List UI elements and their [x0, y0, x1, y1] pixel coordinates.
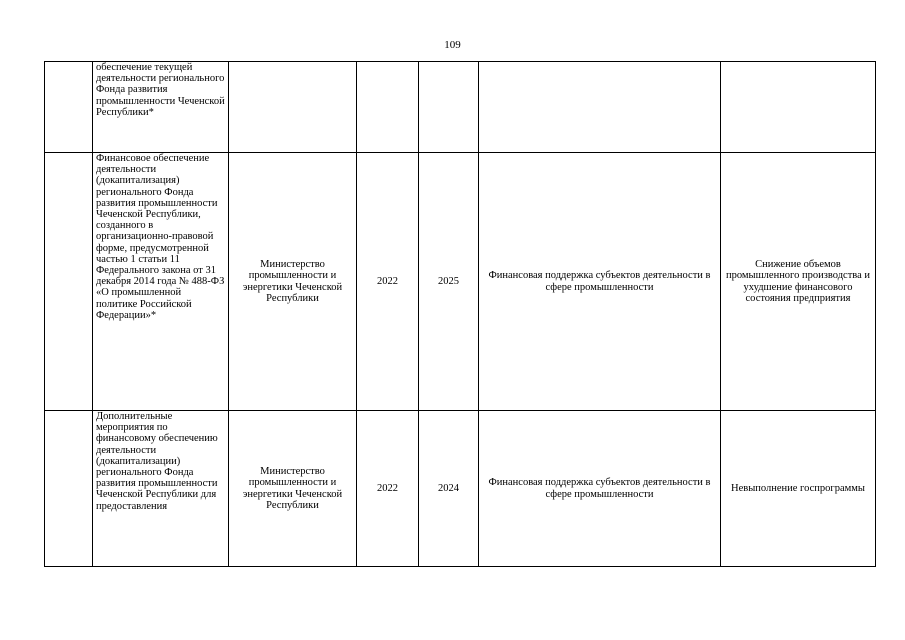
table-row	[45, 62, 876, 153]
risk-cell	[721, 62, 876, 153]
start-year: 2022	[377, 275, 398, 287]
row-index-cell	[45, 62, 93, 153]
executor-name: Министерство промышленности и энергетики Чеченской Республики	[242, 466, 343, 511]
program-table	[44, 61, 876, 567]
risk-text: Невыполнение госпрограммы	[731, 482, 865, 494]
risk-text: Снижение объемов промышленного производства и ухудшение финансового состояния предприятия	[725, 259, 871, 304]
page-number: 109	[444, 39, 461, 51]
risk-cell	[721, 411, 876, 567]
row-index-cell	[45, 411, 93, 567]
start-year-cell	[357, 411, 419, 567]
table-row	[45, 153, 876, 411]
measure-name-cell	[93, 411, 229, 567]
executor-cell	[229, 153, 357, 411]
measure-name: обеспечение текущей деятельности регионального Фонда развития промышленности Чеченской Республики*	[96, 62, 225, 118]
measure-name: Дополнительные мероприятия по финансовому обеспечению деятельности (докапитализации) регионального Фонда развития промышленности Чеченской Республики для предоставления	[96, 411, 218, 512]
end-year-cell	[419, 153, 479, 411]
start-year-cell	[357, 153, 419, 411]
measure-name-cell	[93, 62, 229, 153]
expected-result-cell	[479, 153, 721, 411]
expected-result: Финансовая поддержка субъектов деятельности в сфере промышленности	[488, 270, 711, 293]
risk-cell	[721, 153, 876, 411]
end-year: 2025	[438, 275, 459, 287]
start-year: 2022	[377, 482, 398, 494]
table-row	[45, 411, 876, 567]
end-year: 2024	[438, 482, 459, 494]
start-year-cell	[357, 62, 419, 153]
expected-result-cell	[479, 62, 721, 153]
executor-name: Министерство промышленности и энергетики Чеченской Республики	[242, 259, 343, 304]
row-index-cell	[45, 153, 93, 411]
executor-cell	[229, 62, 357, 153]
expected-result-cell	[479, 411, 721, 567]
end-year-cell	[419, 62, 479, 153]
measure-name: Финансовое обеспечение деятельности (докапитализация) регионального Фонда развития промышленности Чеченской Республики, созданного в организационно-правовой форме, предусмотренной частью 1 статьи 11 Федерального закона от 31 декабря 2014 года № 488-ФЗ «О промышленной политике Российской Федерации»*	[96, 153, 225, 321]
expected-result: Финансовая поддержка субъектов деятельности в сфере промышленности	[488, 477, 711, 500]
measure-name-cell	[93, 153, 229, 411]
executor-cell	[229, 411, 357, 567]
end-year-cell	[419, 411, 479, 567]
